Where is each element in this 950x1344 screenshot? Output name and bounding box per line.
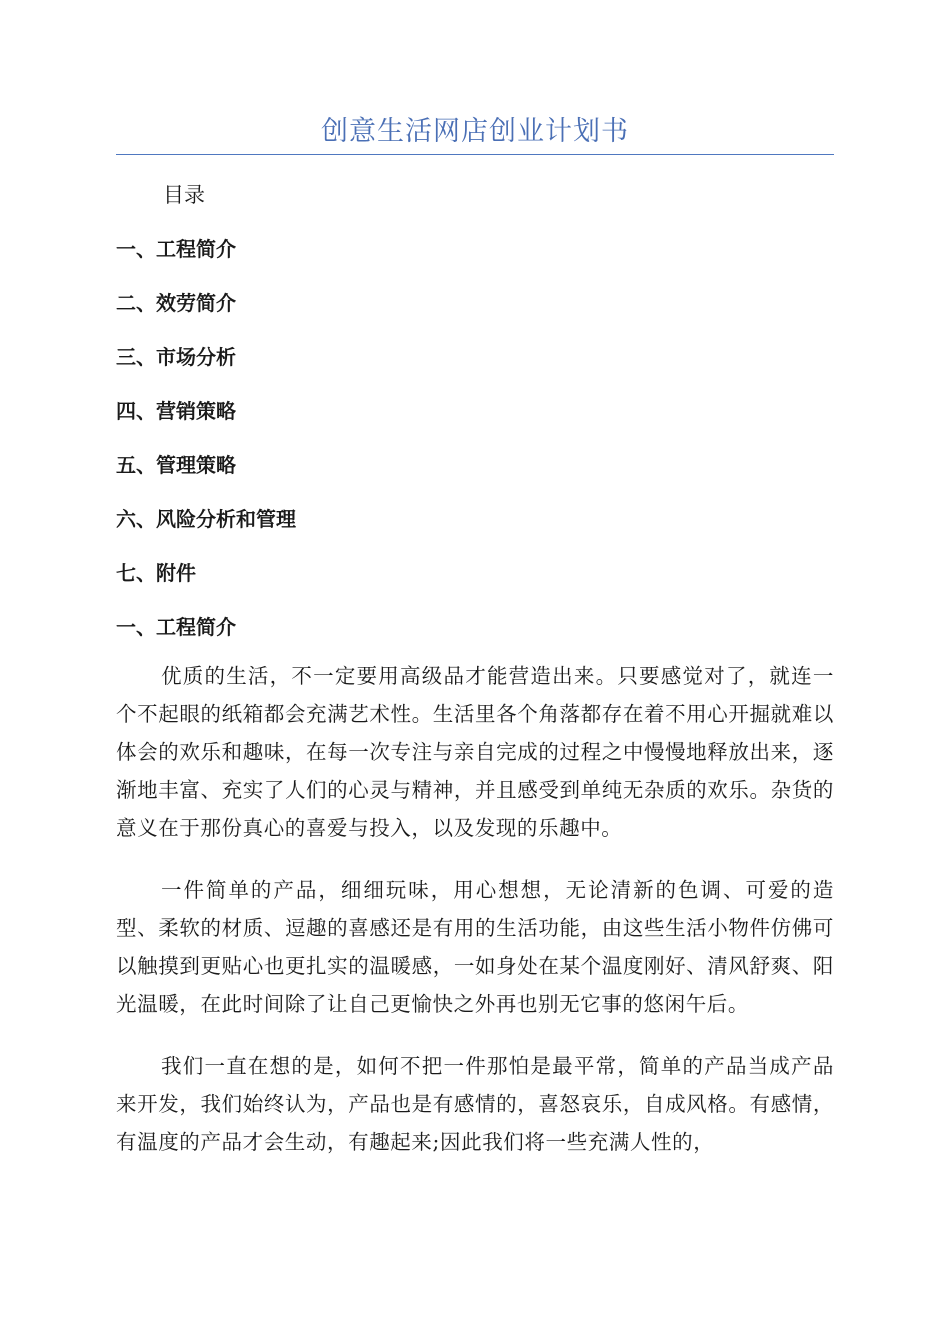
toc-item: 三、市场分析 xyxy=(116,345,236,369)
body-paragraph: 优质的生活，不一定要用高级品才能营造出来。只要感觉对了，就连一个不起眼的纸箱都会充满艺术性。生活里各个角落都存在着不用心开掘就难以体会的欢乐和趣味，在每一次专注与亲自完成的过程之中慢慢地释放出来，逐渐地丰富、充实了人们的心灵与精神，并且感受到单纯无杂质的欢乐。杂货的意义在于那份真心的喜爱与投入，以及发现的乐趣中。 xyxy=(116,664,834,840)
toc-item: 七、附件 xyxy=(116,561,196,585)
toc-item: 四、营销策略 xyxy=(116,399,236,423)
section-heading: 一、工程简介 xyxy=(116,615,236,639)
table-of-contents xyxy=(116,233,834,611)
document-page xyxy=(116,0,834,1185)
toc-item: 六、风险分析和管理 xyxy=(116,507,296,531)
toc-item: 二、效劳简介 xyxy=(116,291,236,315)
toc-item: 五、管理策略 xyxy=(116,453,236,477)
body-paragraph: 一件简单的产品，细细玩味，用心想想，无论清新的色调、可爱的造型、柔软的材质、逗趣的喜感还是有用的生活功能，由这些生活小物件仿佛可以触摸到更贴心也更扎实的温暖感，一如身处在某个温度刚好、清风舒爽、阳光温暖，在此时间除了让自己更愉快之外再也别无它事的悠闲午后。 xyxy=(116,878,834,1016)
toc-label: 目录 xyxy=(163,183,205,207)
body-paragraph: 我们一直在想的是，如何不把一件那怕是最平常，简单的产品当成产品来开发，我们始终认为，产品也是有感情的，喜怒哀乐，自成风格。有感情，有温度的产品才会生动，有趣起来;因此我们将一些充满人性的， xyxy=(116,1054,834,1154)
title-underline xyxy=(116,154,834,155)
toc-item: 一、工程简介 xyxy=(116,237,236,261)
document-title: 创意生活网店创业计划书 xyxy=(321,116,629,147)
